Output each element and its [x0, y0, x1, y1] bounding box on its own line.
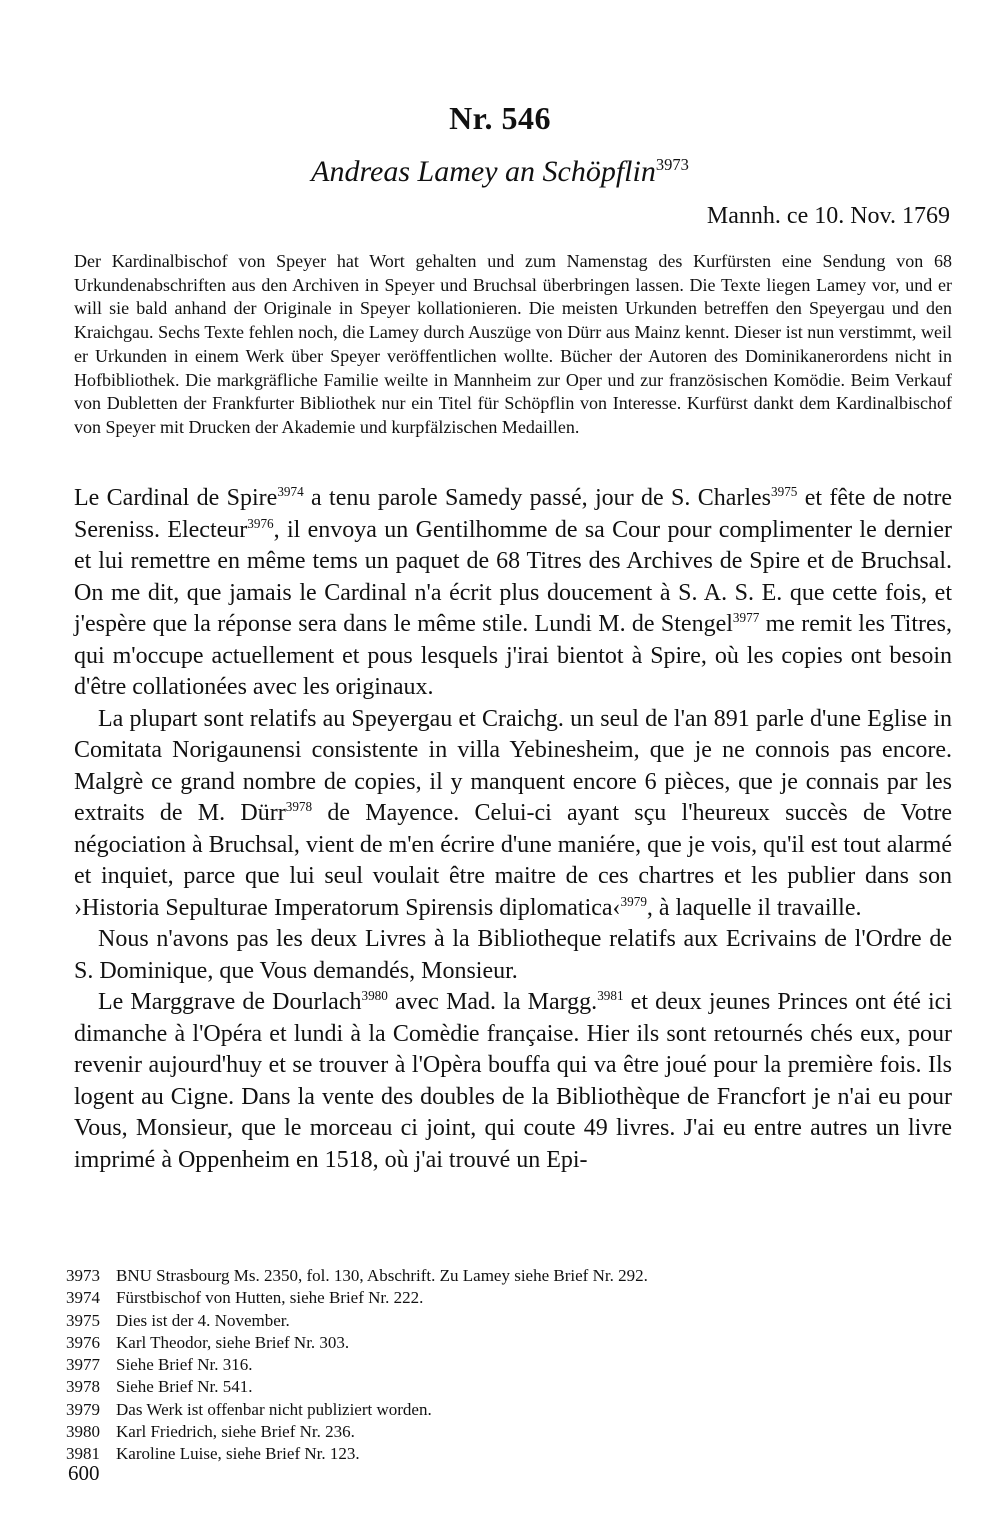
footnote-number: 3981 [66, 1444, 100, 1464]
footnote-text: Fürstbischof von Hutten, siehe Brief Nr. 222. [116, 1288, 424, 1308]
body-text: Le Marggrave de Dourlach [98, 989, 362, 1015]
footnote-item [66, 1332, 946, 1354]
letter-title [0, 155, 1000, 189]
footnote-item [66, 1354, 946, 1376]
footnote-item [66, 1310, 946, 1332]
footnote-text: Siehe Brief Nr. 316. [116, 1355, 253, 1375]
body-paragraph [74, 987, 952, 1176]
footnote-number: 3980 [66, 1422, 100, 1442]
footnote-ref: 3981 [597, 988, 624, 1003]
footnote-ref: 3979 [620, 893, 647, 909]
footnote-text: Siehe Brief Nr. 541. [116, 1377, 253, 1397]
body-text: , il envoya un Gentilhomme de sa Cour pour complimenter le dernier et lui remettre en même tems un paquet de 68 Titres des Archives de Spire et de Bruchsal. On me dit, que jamais le Cardinal n'a écrit plus doucement à S. A. S. E. que cette fois, et j'espère que la réponse sera dans le même stile. Lundi M. de Stengel [74, 516, 952, 637]
body-text: et deux jeunes Princes ont été ici dimanche à l'Opéra et lundi à la Comèdie française. Hier ils sont retournés chés eux, pour revenir aujourd'huy et se trouver à l'Opèra bouffa qui va être joué pour la première fois. Ils logent au Cigne. Dans la vente des doubles de la Bibliothèque de Francfort je n'ai eu pour Vous, Monsieur, que le morceau ci joint, qui coute 49 livres. J'ai eu entre autres un livre imprimé à Oppenheim en 1518, où j'ai trouvé un Epi- [74, 989, 952, 1173]
footnote-text: BNU Strasbourg Ms. 2350, fol. 130, Abschrift. Zu Lamey siehe Brief Nr. 292. [116, 1266, 648, 1285]
body-text: a tenu parole Samedy passé, jour de S. Charles [303, 485, 772, 511]
footnote-item [66, 1265, 946, 1287]
body-text: avec Mad. la Margg. [387, 989, 598, 1015]
letter-number: Nr. 546 [449, 100, 551, 136]
body-paragraph [74, 704, 952, 925]
footnote-number: 3976 [66, 1332, 100, 1352]
footnote-ref: 3980 [361, 988, 388, 1003]
letter-summary: Der Kardinalbischof von Speyer hat Wort gehalten und zum Namenstag des Kurfürsten eine Sendung von 68 Urkundenabschriften aus den Archiven in Speyer und Bruchsal überbringen lassen. Die Texte liegen Lamey vor, und er will sie bald anhand der Originale in Speyer kollationieren. Die meisten Urkunden betreffen den Speyergau und den Kraichgau. Sechs Texte fehlen noch, die Lamey durch Auszüge von Dürr aus Mainz kennt. Dieser ist nun verstimmt, weil er Urkunden in einem Werk über Speyer veröffentlichen wollte. Bücher der Autoren des Dominikanerordens nicht in Hofbibliothek. Die markgräfliche Familie weilte in Mannheim zur Oper und zur französischen Komödie. Beim Verkauf von Dubletten der Frankfurter Bibliothek nur ein Titel für Schöpflin von Interesse. Kurfürst dankt dem Kardinalbischof von Speyer mit Drucken der Akademie und kurpfälzischen Medaillen. [74, 251, 952, 437]
body-text: , à laquelle il travaille. [646, 894, 862, 921]
footnote-number: 3974 [66, 1288, 100, 1308]
footnote-item [66, 1399, 946, 1421]
page-number: 600 [68, 1461, 100, 1485]
footnote-item [66, 1376, 946, 1398]
footnote-number: 3975 [66, 1310, 100, 1330]
footnotes [66, 1265, 946, 1466]
letter-date: Mannh. ce 10. Nov. 1769 [706, 203, 950, 229]
letter-title-text: Andreas Lamey an Schöpflin [311, 155, 656, 188]
footnote-ref: 3976 [247, 515, 274, 531]
footnote-number: 3979 [66, 1399, 100, 1419]
body-text: me remit les Titres, qui m'occupe actuellement et pous lesquels j'irai bientot à Spire, où les copies ont besoin d'être collationées avec les originaux. [74, 611, 952, 700]
footnote-ref: 3978 [285, 799, 313, 814]
footnote-text: Karoline Luise, siehe Brief Nr. 123. [116, 1444, 360, 1464]
footnote-number: 3978 [66, 1377, 100, 1397]
footnote-text: Karl Friedrich, siehe Brief Nr. 236. [116, 1422, 355, 1442]
footnote-text: Das Werk ist offenbar nicht publiziert worden. [116, 1399, 432, 1419]
footnote-text: Dies ist der 4. November. [116, 1310, 290, 1330]
footnote-ref: 3974 [277, 484, 304, 499]
body-text: et fête de notre Sereniss. Electeur [74, 485, 953, 543]
body-text: La plupart sont relatifs au Speyergau et Craichg. un seul de l'an 891 parle d'une Eglise in Comitata Norigaunensi consistente in villa Yebinesheim, que je ne connois pas encore. Malgrè ce grand nombre de copies, il y manquent encore 6 pièces, que je connais par les extraits de M. Dürr [74, 705, 952, 826]
footnote-number: 3973 [66, 1266, 100, 1285]
body-paragraph: Nous n'avons pas les deux Livres à la Bibliotheque relatifs aux Ecrivains de l'Ordre de S. Dominique, que Vous demandés, Monsieur. [74, 926, 952, 984]
footnote-item [66, 1287, 946, 1309]
body-paragraph [74, 483, 952, 704]
body-text: de Mayence. Celui-ci ayant sçu l'heureux succès de Votre négociation à Bruchsal, vient de m'en écrire d'une maniére, que je vois, qu'il est tout alarmé et inquiet, parce que lui seul voulait être maitre de ces chartres et les publier dans son ›Historia Sepulturae Imperatorum Spirensis diplomatica‹ [74, 800, 953, 921]
body-text: Le Cardinal de Spire [74, 485, 278, 511]
footnote-item [66, 1421, 946, 1443]
footnote-text: Karl Theodor, siehe Brief Nr. 303. [116, 1332, 350, 1352]
footnote-ref: 3977 [732, 610, 760, 625]
footnote-item [66, 1443, 946, 1465]
letter-body [74, 483, 952, 1176]
footnote-ref: 3973 [655, 155, 689, 174]
footnote-number: 3977 [66, 1355, 100, 1375]
footnote-ref: 3975 [771, 484, 798, 499]
